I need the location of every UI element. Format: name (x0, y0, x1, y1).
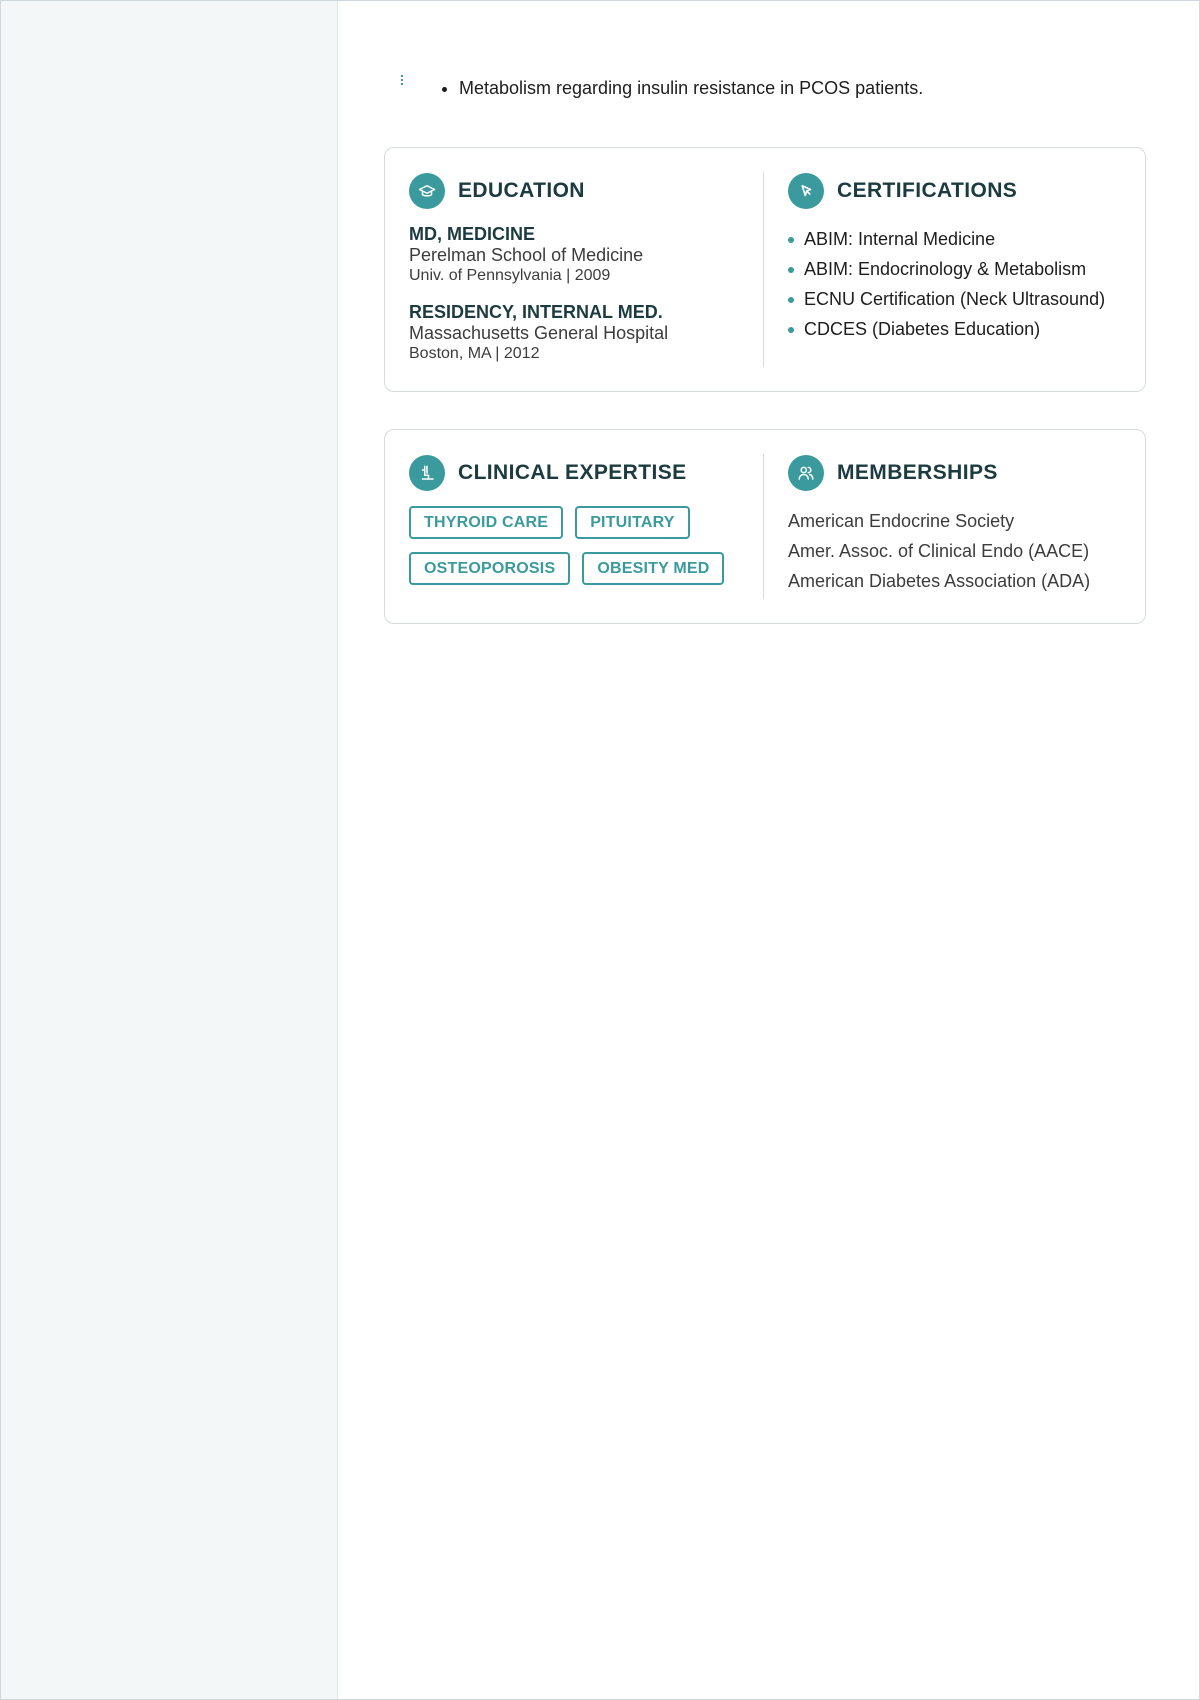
memberships-title: MEMBERSHIPS (837, 461, 998, 484)
education-degree: MD, MEDICINE (409, 224, 535, 244)
clinical-expertise-section (409, 454, 764, 599)
education-section (409, 172, 764, 367)
clinical-expertise-header (409, 454, 743, 492)
education-item (409, 224, 743, 286)
certifications-title: CERTIFICATIONS (837, 179, 1018, 202)
education-item (409, 302, 743, 364)
education-title: EDUCATION (458, 179, 585, 202)
certification-item: ECNU Certification (Neck Ultrasound) (788, 284, 1121, 314)
membership-item: American Endocrine Society (788, 511, 1015, 531)
clinical-expertise-title: CLINICAL EXPERTISE (458, 461, 687, 484)
interest-item: • Metabolism regarding insulin resistance in PCOS patients. (459, 75, 923, 101)
education-school: Perelman School of Medicine (409, 245, 644, 265)
expertise-tag: THYROID CARE (409, 506, 563, 539)
certifications-section (764, 172, 1121, 367)
education-header (409, 172, 743, 210)
memberships-section (764, 454, 1121, 599)
users-icon (788, 455, 824, 491)
memberships-list (788, 506, 1121, 596)
certifications-list (788, 224, 1121, 344)
membership-item: American Diabetes Association (ADA) (788, 571, 1091, 591)
interest-list (384, 75, 923, 101)
expertise-tag: OSTEOPOROSIS (409, 552, 570, 585)
main-column (384, 1, 1146, 624)
education-certifications-card (384, 147, 1146, 392)
expertise-tags (409, 506, 743, 585)
certification-item: ABIM: Internal Medicine (788, 224, 1121, 254)
expertise-tag: PITUITARY (575, 506, 689, 539)
education-degree: RESIDENCY, INTERNAL MED. (409, 302, 663, 322)
graduation-cap-icon (409, 173, 445, 209)
memberships-header (788, 454, 1121, 492)
education-school: Massachusetts General Hospital (409, 323, 669, 343)
education-meta: Boston, MA | 2012 (409, 345, 540, 362)
sidebar-panel (1, 1, 338, 1699)
microscope-icon (409, 455, 445, 491)
certifications-header (788, 172, 1121, 210)
research-interests (384, 1, 1146, 101)
membership-item: Amer. Assoc. of Clinical Endo (AACE) (788, 541, 1090, 561)
certification-item: ABIM: Endocrinology & Metabolism (788, 254, 1121, 284)
certification-item: CDCES (Diabetes Education) (788, 314, 1121, 344)
certificate-icon (788, 173, 824, 209)
expertise-memberships-card (384, 429, 1146, 624)
education-meta: Univ. of Pennsylvania | 2009 (409, 267, 611, 284)
expertise-tag: OBESITY MED (582, 552, 724, 585)
